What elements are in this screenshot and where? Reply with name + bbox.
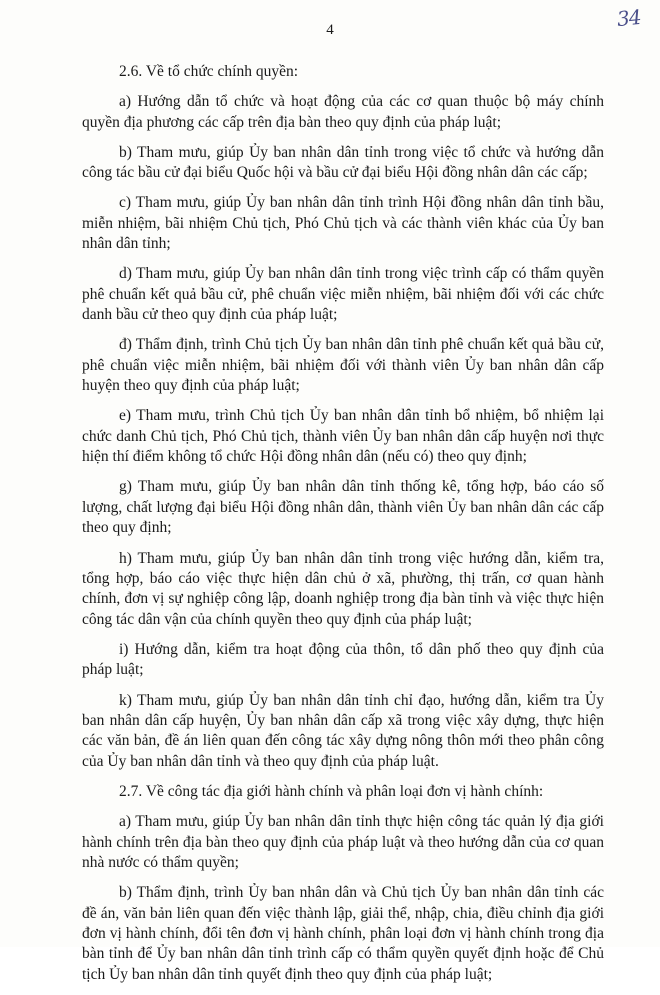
paragraph-c: c) Tham mưu, giúp Ủy ban nhân dân tỉnh trình Hội đồng nhân dân tỉnh bầu, miễn nhiệm, bãi nhiệm Chủ tịch, Phó Chủ tịch và các thành viên khác của Ủy ban nhân dân tỉnh; [82, 194, 604, 253]
paragraph-b: b) Tham mưu, giúp Ủy ban nhân dân tỉnh trong việc tổ chức và hướng dẫn công tác bầu cử đại biểu Quốc hội và bầu cử đại biểu Hội đồng nhân dân các cấp; [82, 143, 604, 182]
paragraph-g: g) Tham mưu, giúp Ủy ban nhân dân tỉnh thống kê, tổng hợp, báo cáo số lượng, chất lượng đại biểu Hội đồng nhân dân, thành viên Ủy ban nhân dân các cấp theo quy định; [82, 478, 604, 537]
page-number: 4 [326, 22, 334, 38]
section-heading-2-7: 2.7. Về công tác địa giới hành chính và phân loại đơn vị hành chính: [119, 782, 544, 800]
section-heading-2-6: 2.6. Về tổ chức chính quyền: [119, 63, 299, 80]
handwritten-page-mark: 34 [615, 4, 642, 32]
paragraph-k: k) Tham mưu, giúp Ủy ban nhân dân tỉnh chỉ đạo, hướng dẫn, kiểm tra Ủy ban nhân dân cấp huyện, Ủy ban nhân dân cấp xã trong việc xây dựng, thực hiện các văn bản, đề án liên quan đến công tác xây dựng nông thôn mới theo phân công của Ủy ban nhân dân tỉnh và theo quy định của pháp luật. [82, 691, 604, 770]
document-body [82, 62, 604, 995]
paragraph-2-7-b: b) Thẩm định, trình Ủy ban nhân dân và Chủ tịch Ủy ban nhân dân tỉnh các đề án, văn bản liên quan đến việc thành lập, giải thể, nhập, chia, điều chỉnh địa giới đơn vị hành chính, đổi tên đơn vị hành chính, phân loại đơn vị hành chính trong địa bàn tỉnh để Ủy ban nhân dân tỉnh trình cấp có thẩm quyền quyết định hoặc để Chủ tịch Ủy ban nhân dân tỉnh quyết định theo quy định của pháp luật; [82, 884, 604, 983]
paragraph-h: h) Tham mưu, giúp Ủy ban nhân dân tỉnh trong việc hướng dẫn, kiểm tra, tổng hợp, báo cáo việc thực hiện dân chủ ở xã, phường, thị trấn, cơ quan hành chính, đơn vị sự nghiệp công lập, doanh nghiệp trong địa bàn tỉnh và việc thực hiện công tác dân vận của chính quyền theo quy định của pháp luật; [82, 549, 604, 628]
paragraph-i: i) Hướng dẫn, kiểm tra hoạt động của thôn, tổ dân phố theo quy định của pháp luật; [82, 640, 604, 679]
paragraph-a: a) Hướng dẫn tổ chức và hoạt động của các cơ quan thuộc bộ máy chính quyền địa phương các cấp trên địa bàn theo quy định của pháp luật; [82, 93, 604, 131]
paragraph-dd: đ) Thẩm định, trình Chủ tịch Ủy ban nhân dân tỉnh phê chuẩn kết quả bầu cử, phê chuẩn việc miễn nhiệm, bãi nhiệm đối với thành viên Ủy ban nhân dân cấp huyện theo quy định của pháp luật; [82, 336, 604, 395]
paragraph-2-7-a: a) Tham mưu, giúp Ủy ban nhân dân tỉnh thực hiện công tác quản lý địa giới hành chính trên địa bàn theo quy định của pháp luật và theo hướng dẫn của cơ quan nhà nước có thẩm quyền; [82, 813, 604, 871]
paragraph-e: e) Tham mưu, trình Chủ tịch Ủy ban nhân dân tỉnh bổ nhiệm, bổ nhiệm lại chức danh Chủ tịch, Phó Chủ tịch, thành viên Ủy ban nhân dân cấp huyện nơi thực hiện thí điểm không tổ chức Hội đồng nhân dân (nếu có) theo quy định; [82, 407, 604, 466]
paragraph-d: d) Tham mưu, giúp Ủy ban nhân dân tỉnh trong việc trình cấp có thẩm quyền phê chuẩn kết quả bầu cử, phê chuẩn việc miễn nhiệm, bãi nhiệm đối với các chức danh bầu cử theo quy định của pháp luật; [82, 265, 604, 324]
